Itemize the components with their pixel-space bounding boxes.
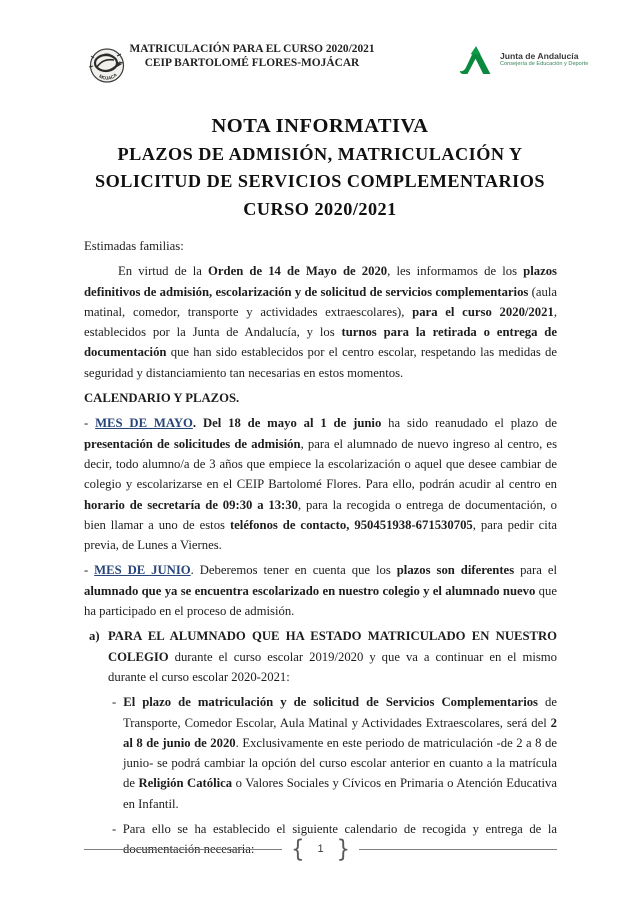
text-run: alumnado que ya se encuentra escolarizado en nuestro colegio y el alumnado nuevo [84,583,536,598]
junta-title: Junta de Andalucía [500,51,579,61]
text-run: ha sido reanudado el plazo de [381,416,557,431]
paragraph-mes-de-mayo [84,413,557,555]
title-line-1: NOTA INFORMATIVA [211,115,429,137]
text-run: , para la recogida o entrega de documentación, o bien llamar a uno de estos [84,497,557,532]
text-run: Religión Católica [138,776,233,791]
header-line-1: MATRICULACIÓN PARA EL CURSO 2020/2021 [129,43,375,55]
header-line-2: CEIP BARTOLOMÉ FLORES-MOJÁCAR [144,56,360,69]
document-body [84,236,557,865]
junta-text-block [500,44,588,68]
header-title-block [107,43,397,70]
text-run: En virtud de la [118,264,209,279]
text-run: El plazo de matriculación y de solicitud de Servicios Complementarios [123,695,538,710]
paragraph-intro [84,261,557,383]
junta-subtitle: Consejería de Educación y Deporte [500,61,589,67]
list-item-a-text [108,629,557,684]
link-mes-de-junio[interactable]: MES DE JUNIO [94,563,191,578]
text-run: para el [514,563,558,578]
page-number-bracket-right-icon: } [336,835,350,863]
text-run: de Transporte, Comedor Escolar, Aula Matinal y Actividades Extraescolares, será del [123,695,557,730]
text-run: plazos definitivos de admisión, escolarización y de solicitud de servicios complementarios [84,264,557,299]
footer-rule-left [84,849,282,850]
paragraph-greeting [84,236,557,256]
page-footer [84,836,557,862]
text-run: - [112,695,124,710]
page-number-bracket-left-icon: { [291,835,305,863]
text-run: o Valores Sociales y Cívicos en Primaria o Atención Educativa en Infantil. [123,776,557,811]
junta-a-icon [458,44,494,77]
text-run: Estimadas familias: [84,239,184,253]
page-number: 1 [317,843,324,855]
title-line-4: CURSO 2020/2021 [243,198,397,219]
text-run: para el curso 2020/2021 [412,304,554,319]
heading-calendario-y-plazos: CALENDARIO Y PLAZOS. [84,391,240,406]
text-run: . Deberemos tener en cuenta que los [190,563,397,578]
text-run: plazos son diferentes [396,563,515,578]
text-run: turnos para la retirada o entrega de documentación [84,325,557,360]
text-run: . [192,416,203,431]
text-run: - Para ello se ha establecido el siguiente calendario de recogida y entrega de la [112,822,557,837]
footer-rule-right [359,849,557,850]
text-run: Orden de 14 de Mayo de 2020 [208,264,388,279]
text-run: - [84,416,96,431]
page-header [0,0,640,100]
text-run: que han sido establecidos por el centro escolar, respetando las medidas de seguridad y distanciamiento tan necesarias en estos momentos. [84,345,557,380]
text-run: que ha participado en el proceso de admisión. [84,583,557,619]
paragraph-mes-de-junio [84,560,557,621]
text-run: , establecidos por la Junta de Andalucía, y los [84,304,557,340]
text-run: Del 18 de mayo al 1 de junio [202,416,382,431]
sub-bullet-plazo-matriculacion [84,692,557,814]
text-run: teléfonos de contacto, 950451938-671530705 [229,517,473,532]
text-run: horario de secretaría de 09:30 a 13:30 [84,497,298,512]
title-line-3: SOLICITUD DE SERVICIOS COMPLEMENTARIOS [94,171,546,191]
list-item-a [84,626,557,687]
text-run: durante el curso escolar 2019/2020 y que va a continuar en el mismo durante el curso escolar 2020-2021: [108,649,557,684]
text-run: (aula matinal, comedor, transporte y actividades extraescolares), [84,284,558,319]
text-run: - [84,563,95,578]
text-run: PARA EL ALUMNADO QUE HA ESTADO MATRICULADO EN NUESTRO COLEGIO [108,629,557,664]
stamp-text: MOJACA [98,72,118,81]
text-run: . Exclusivamente en este periodo de matriculación -de 2 a 8 de junio- se podrá cambiar la opción del curso escolar anterior en cuanto a la matrícula de [123,735,557,791]
document-title [40,113,600,223]
text-run: , para el alumnado de nuevo ingreso al centro, es decir, todo alumno/a de 3 años que empiece la escolarización o aquel que desee cambiar de colegio y escolarizarse en el CEIP Bartolomé Flores. Para ello, podrán acudir al centro en [84,436,558,492]
text-run: , para pedir cita previa, de Lunes a Viernes. [84,517,557,553]
text-run: 2 al 8 de junio de 2020 [123,715,557,750]
junta-andalucia-logo [458,44,588,77]
link-mes-de-mayo[interactable]: MES DE MAYO [95,416,193,431]
title-line-2: PLAZOS DE ADMISIÓN, MATRICULACIÓN Y [117,143,523,164]
list-item-a-marker: a) [89,629,100,644]
text-run: , les informamos de los [387,264,524,279]
text-run: presentación de solicitudes de admisión [84,436,301,451]
